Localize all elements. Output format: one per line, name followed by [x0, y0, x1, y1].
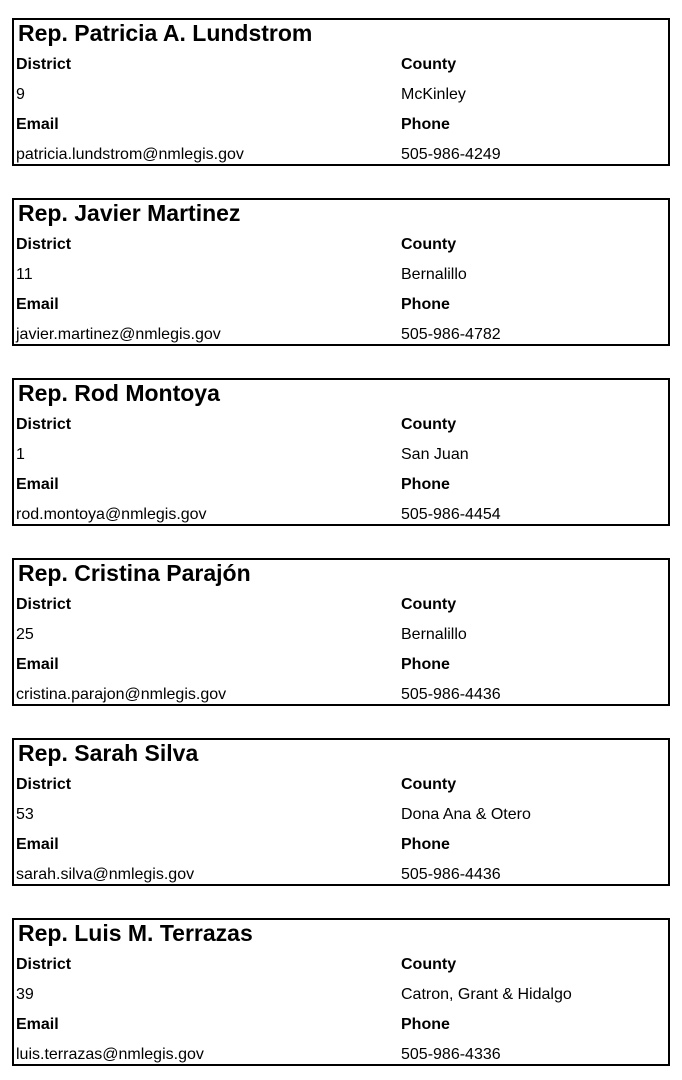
phone-label: Phone	[401, 296, 450, 313]
email-label: Email	[16, 836, 59, 853]
county-label: County	[401, 236, 457, 253]
phone-label: Phone	[401, 116, 450, 133]
phone-label: Phone	[401, 476, 450, 493]
county-value: Catron, Grant & Hidalgo	[401, 986, 572, 1003]
legislator-card	[12, 378, 670, 526]
email-label: Email	[16, 656, 59, 673]
county-label: County	[401, 56, 457, 73]
county-value: Bernalillo	[401, 266, 467, 283]
email-value[interactable]: cristina.parajon@nmlegis.gov	[16, 686, 227, 703]
legislator-name: Rep. Sarah Silva	[18, 740, 199, 766]
district-label: District	[16, 956, 72, 973]
phone-value[interactable]: 505-986-4436	[401, 866, 501, 883]
phone-value[interactable]: 505-986-4249	[401, 146, 501, 163]
county-value: San Juan	[401, 446, 469, 463]
email-label: Email	[16, 296, 59, 313]
email-label: Email	[16, 476, 59, 493]
district-value: 53	[16, 806, 34, 823]
district-value: 39	[16, 986, 34, 1003]
email-value[interactable]: javier.martinez@nmlegis.gov	[16, 326, 221, 343]
legislator-card	[12, 198, 670, 346]
district-value: 25	[16, 626, 34, 643]
district-label: District	[16, 236, 72, 253]
email-value[interactable]: patricia.lundstrom@nmlegis.gov	[16, 146, 244, 163]
county-value: Dona Ana & Otero	[401, 806, 531, 823]
district-value: 9	[16, 86, 25, 103]
district-value: 1	[16, 446, 25, 463]
email-value[interactable]: sarah.silva@nmlegis.gov	[16, 866, 195, 883]
district-value: 11	[16, 266, 33, 283]
legislator-card	[12, 558, 670, 706]
legislator-name: Rep. Rod Montoya	[18, 380, 220, 406]
email-value[interactable]: rod.montoya@nmlegis.gov	[16, 506, 207, 523]
phone-label: Phone	[401, 836, 450, 853]
phone-value[interactable]: 505-986-4454	[401, 506, 501, 523]
legislator-name: Rep. Patricia A. Lundstrom	[18, 20, 313, 46]
email-value[interactable]: luis.terrazas@nmlegis.gov	[16, 1046, 204, 1063]
county-value: McKinley	[401, 86, 466, 103]
phone-label: Phone	[401, 656, 450, 673]
district-label: District	[16, 596, 72, 613]
county-label: County	[401, 596, 457, 613]
district-label: District	[16, 56, 72, 73]
county-label: County	[401, 416, 457, 433]
county-label: County	[401, 956, 457, 973]
phone-value[interactable]: 505-986-4782	[401, 326, 501, 343]
phone-value[interactable]: 505-986-4436	[401, 686, 501, 703]
county-label: County	[401, 776, 457, 793]
legislator-name: Rep. Javier Martinez	[18, 200, 241, 226]
phone-label: Phone	[401, 1016, 450, 1033]
email-label: Email	[16, 116, 59, 133]
legislator-card	[12, 18, 670, 166]
legislator-card	[12, 738, 670, 886]
legislator-name: Rep. Luis M. Terrazas	[18, 920, 253, 946]
district-label: District	[16, 416, 72, 433]
legislator-name: Rep. Cristina Parajón	[18, 560, 251, 586]
district-label: District	[16, 776, 72, 793]
email-label: Email	[16, 1016, 59, 1033]
county-value: Bernalillo	[401, 626, 467, 643]
phone-value[interactable]: 505-986-4336	[401, 1046, 501, 1063]
legislator-card	[12, 918, 670, 1066]
